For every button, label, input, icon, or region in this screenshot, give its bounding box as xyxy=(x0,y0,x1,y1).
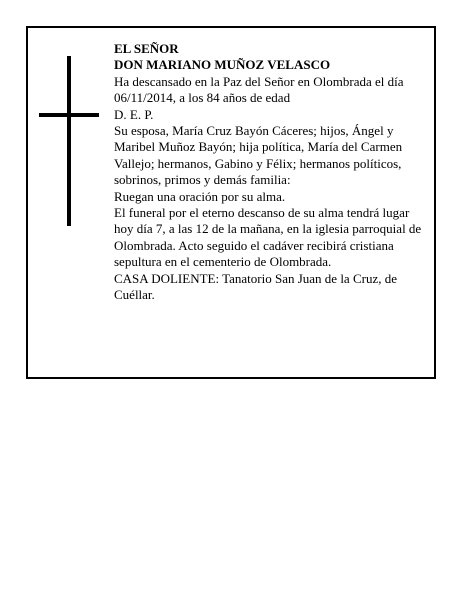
header-title: EL SEÑOR xyxy=(114,41,179,56)
funeral-text: El funeral por el eterno descanso de su alma tendrá lugar hoy día 7, a las 12 de la mañana, en la iglesia parroquial de Olombrada. Acto seguido el cadáver recibirá cristiana sepultura en el cementerio de Olombrada. xyxy=(114,205,422,270)
obituary-text xyxy=(114,41,426,304)
mourning-house-text: CASA DOLIENTE: Tanatorio San Juan de la Cruz, de Cuéllar. xyxy=(114,270,397,303)
cross-vertical-bar xyxy=(67,56,71,226)
deceased-name: DON MARIANO MUÑOZ VELASCO xyxy=(114,57,331,73)
cross-icon xyxy=(39,56,99,226)
cross-horizontal-bar xyxy=(39,113,99,117)
prayer-text: Ruegan una oración por su alma. xyxy=(114,188,286,204)
dep-text: D. E. P. xyxy=(114,106,154,122)
obituary-notice xyxy=(26,26,436,379)
family-text: Su esposa, María Cruz Bayón Cáceres; hijos, Ángel y Maribel Muñoz Bayón; hija política, María del Carmen Vallejo; hermanos, Gabino y Félix; hermanos políticos, sobrinos, primos y demás familia: xyxy=(114,123,403,188)
announcement-text: Ha descansado en la Paz del Señor en Olombrada el día 06/11/2014, a los 84 años de edad xyxy=(114,73,404,106)
